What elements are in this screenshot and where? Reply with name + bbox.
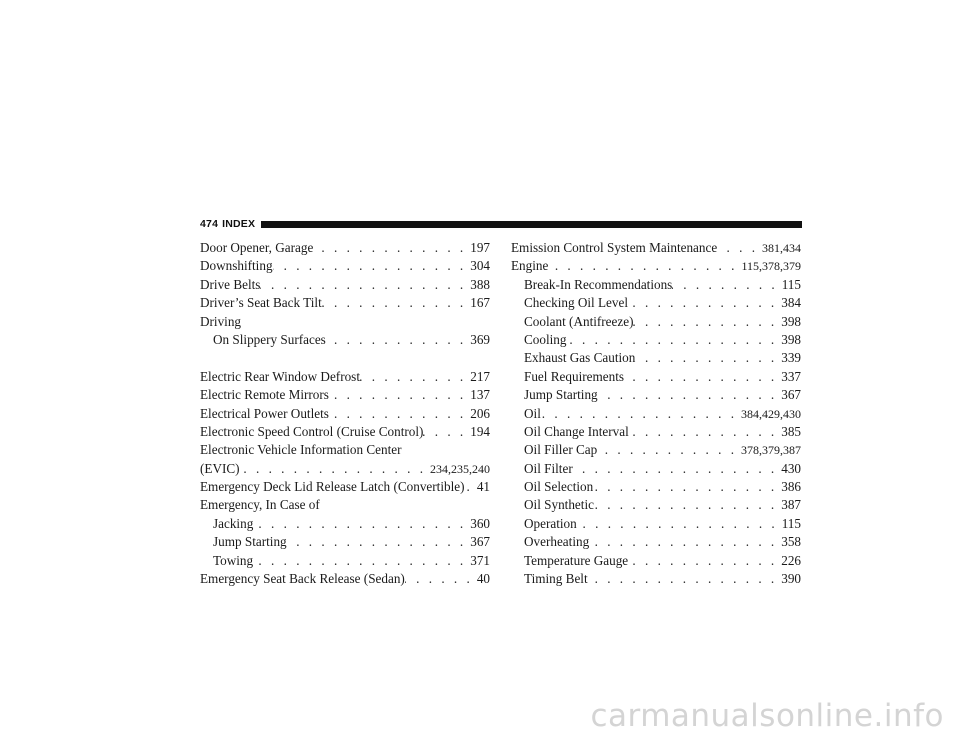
entry-gap xyxy=(200,349,490,367)
index-entry xyxy=(200,496,490,514)
dot-leader xyxy=(635,349,781,367)
dot-leader xyxy=(593,478,781,496)
index-subentry xyxy=(511,368,801,386)
entry-label: Jump Starting xyxy=(524,387,598,403)
index-entry xyxy=(200,570,490,588)
entry-label: Engine xyxy=(511,258,549,274)
page-number: 474 xyxy=(200,218,219,230)
entry-label: Operation xyxy=(524,515,577,531)
entry-pages: 339 xyxy=(781,350,801,366)
entry-label: Oil Change Interval xyxy=(524,423,629,439)
entry-label: Timing Belt xyxy=(524,571,588,587)
index-entry xyxy=(511,257,801,275)
entry-label: Downshifting xyxy=(200,258,273,274)
entry-label: Oil xyxy=(524,405,541,421)
entry-pages: 387 xyxy=(781,497,801,513)
dot-leader xyxy=(573,460,781,478)
entry-label: (EVIC) xyxy=(200,460,240,476)
entry-label: Emergency Deck Lid Release Latch (Convertible) xyxy=(200,479,465,495)
entry-label: Cooling xyxy=(524,331,567,347)
index-entry xyxy=(511,239,801,257)
dot-leader xyxy=(423,423,470,441)
index-subentry xyxy=(200,552,490,570)
index-subentry xyxy=(511,533,801,551)
dot-leader xyxy=(253,515,470,533)
dot-leader xyxy=(260,276,470,294)
entry-pages: 337 xyxy=(781,368,801,384)
index-entry xyxy=(200,257,490,275)
index-subentry xyxy=(511,460,801,478)
entry-label: Jacking xyxy=(213,515,254,531)
entry-label: Electronic Speed Control (Cruise Control) xyxy=(200,423,424,439)
entry-pages: 381,434 xyxy=(762,241,801,255)
entry-pages: 384,429,430 xyxy=(741,406,801,421)
dot-leader xyxy=(360,368,470,386)
index-entry xyxy=(200,276,490,294)
dot-leader xyxy=(598,386,782,404)
entry-label: Door Opener, Garage xyxy=(200,240,314,255)
dot-leader xyxy=(633,313,781,331)
index-entry xyxy=(200,441,490,459)
entry-label: Electrical Power Outlets xyxy=(200,405,329,421)
entry-pages: 430 xyxy=(781,460,801,476)
header-rule xyxy=(261,221,802,228)
index-entry xyxy=(200,386,490,404)
dot-leader xyxy=(594,496,781,514)
entry-pages: 137 xyxy=(470,387,490,403)
entry-pages: 304 xyxy=(470,258,490,274)
entry-pages: 167 xyxy=(470,295,490,311)
dot-leader xyxy=(287,533,471,551)
entry-pages: 197 xyxy=(470,240,490,255)
dot-leader xyxy=(253,552,470,570)
dot-leader xyxy=(329,386,470,404)
entry-label: Checking Oil Level xyxy=(524,295,629,311)
entry-pages: 367 xyxy=(470,534,490,550)
dot-leader xyxy=(589,533,781,551)
entry-label: Coolant (Antifreeze) xyxy=(524,313,634,329)
dot-leader xyxy=(624,368,781,386)
dot-leader xyxy=(629,423,781,441)
entry-pages: 41 xyxy=(476,479,490,495)
entry-label: Jump Starting xyxy=(213,534,287,550)
entry-pages: 367 xyxy=(781,387,801,403)
index-subentry xyxy=(511,423,801,441)
entry-label: Emergency Seat Back Release (Sedan) xyxy=(200,571,405,587)
index-subentry xyxy=(200,533,490,551)
entry-pages: 371 xyxy=(470,552,490,568)
dot-leader xyxy=(672,276,781,294)
index-subentry xyxy=(511,570,801,588)
index-subentry xyxy=(511,331,801,349)
entry-label: Drive Belts xyxy=(200,276,261,292)
entry-label: Electric Remote Mirrors xyxy=(200,387,329,403)
index-entry xyxy=(200,478,490,496)
index-entry xyxy=(200,405,490,423)
dot-leader xyxy=(541,405,741,423)
watermark: carmanualsonline.info xyxy=(590,698,944,734)
index-subentry xyxy=(511,441,801,459)
index-entry xyxy=(200,239,490,257)
entry-label: Electronic Vehicle Information Center xyxy=(200,442,402,458)
entry-label: Emergency, In Case of xyxy=(200,497,320,513)
index-entry xyxy=(200,368,490,386)
entry-label: Temperature Gauge xyxy=(524,552,629,568)
entry-pages: 398 xyxy=(781,313,801,329)
index-subentry xyxy=(511,552,801,570)
entry-pages: 385 xyxy=(781,423,801,439)
entry-pages: 360 xyxy=(470,515,490,531)
index-subentry xyxy=(511,276,801,294)
entry-label: Oil Filter xyxy=(524,460,573,476)
entry-pages: 226 xyxy=(781,552,801,568)
entry-pages: 194 xyxy=(470,423,490,439)
index-subentry xyxy=(511,349,801,367)
entry-label: Oil Filler Cap xyxy=(524,442,598,458)
entry-pages: 115,378,379 xyxy=(741,259,801,274)
index-subentry xyxy=(511,496,801,514)
index-subentry xyxy=(511,313,801,331)
entry-pages: 217 xyxy=(470,368,490,384)
entry-label: Exhaust Gas Caution xyxy=(524,350,636,366)
dot-leader xyxy=(577,515,782,533)
entry-pages: 115 xyxy=(781,515,801,531)
index-entry xyxy=(200,460,490,478)
dot-leader xyxy=(597,441,741,459)
index-subentry xyxy=(511,405,801,423)
dot-leader xyxy=(313,239,470,257)
entry-label: Oil Synthetic xyxy=(524,497,594,513)
index-entry xyxy=(200,423,490,441)
index-subentry xyxy=(200,331,490,349)
entry-pages: 369 xyxy=(470,331,490,347)
entry-pages: 40 xyxy=(476,571,490,587)
entry-label: Fuel Requirements xyxy=(524,368,624,384)
entry-label: Emission Control System Maintenance xyxy=(511,240,718,255)
index-column-left xyxy=(200,239,490,588)
dot-leader xyxy=(548,257,741,275)
entry-label: On Slippery Surfaces xyxy=(213,331,326,347)
dot-leader xyxy=(240,460,430,478)
entry-pages: 115 xyxy=(781,276,801,292)
entry-label: Driving xyxy=(200,313,242,329)
entry-label: Break-In Recommendations xyxy=(524,276,673,292)
dot-leader xyxy=(567,331,782,349)
index-entry xyxy=(200,313,490,331)
index-subentry xyxy=(200,515,490,533)
entry-label: Towing xyxy=(213,552,254,568)
entry-pages: 358 xyxy=(781,534,801,550)
entry-pages: 390 xyxy=(781,571,801,587)
dot-leader xyxy=(628,552,781,570)
dot-leader xyxy=(717,239,762,257)
dot-leader xyxy=(628,294,781,312)
dot-leader xyxy=(329,405,470,423)
entry-pages: 386 xyxy=(781,479,801,495)
entry-label: Overheating xyxy=(524,534,590,550)
dot-leader xyxy=(405,570,477,588)
page-header xyxy=(200,217,802,231)
dot-leader xyxy=(465,478,477,496)
entry-label: Driver’s Seat Back Tilt xyxy=(200,295,322,311)
entry-pages: 234,235,240 xyxy=(430,461,490,476)
entry-label: Oil Selection xyxy=(524,479,594,495)
index-entry xyxy=(200,294,490,312)
dot-leader xyxy=(588,570,782,588)
index-subentry xyxy=(511,294,801,312)
entry-pages: 206 xyxy=(470,405,490,421)
dot-leader xyxy=(322,294,470,312)
entry-pages: 378,379,387 xyxy=(741,443,801,458)
index-subentry xyxy=(511,478,801,496)
entry-pages: 384 xyxy=(781,295,801,311)
index-subentry xyxy=(511,515,801,533)
entry-label: Electric Rear Window Defrost xyxy=(200,368,360,384)
dot-leader xyxy=(273,257,471,275)
dot-leader xyxy=(326,331,470,349)
section-title: INDEX xyxy=(222,218,256,230)
entry-pages: 398 xyxy=(781,331,801,347)
entry-pages: 388 xyxy=(470,276,490,292)
index-subentry xyxy=(511,386,801,404)
index-column-right xyxy=(511,239,801,588)
